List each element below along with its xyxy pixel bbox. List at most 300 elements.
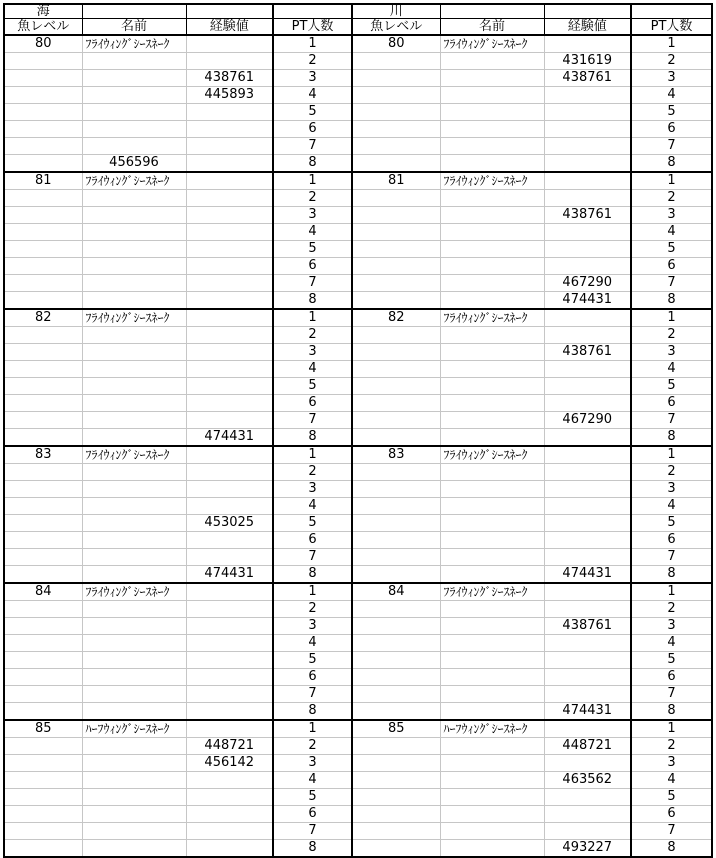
empty-header-cell — [273, 4, 352, 19]
empty-header-cell — [631, 4, 712, 19]
pt-cell: 1 — [631, 172, 712, 190]
exp-cell: 448721 — [186, 738, 273, 755]
level-cell — [4, 601, 82, 618]
exp-cell — [544, 172, 631, 190]
table-row — [4, 481, 712, 498]
exp-cell — [186, 720, 273, 738]
name-cell — [440, 429, 544, 447]
exp-cell — [186, 549, 273, 566]
level-cell — [4, 395, 82, 412]
name-cell — [82, 481, 186, 498]
level-cell — [352, 840, 440, 858]
level-cell — [352, 755, 440, 772]
level-cell — [352, 344, 440, 361]
name-cell — [440, 412, 544, 429]
party-column-header: PT人数 — [631, 19, 712, 36]
pt-cell: 2 — [273, 190, 352, 207]
exp-cell — [186, 224, 273, 241]
empty-header-cell — [82, 4, 186, 19]
exp-cell — [544, 481, 631, 498]
level-cell — [4, 481, 82, 498]
exp-cell: 438761 — [544, 207, 631, 224]
exp-cell — [544, 498, 631, 515]
table-row — [4, 703, 712, 721]
exp-cell — [186, 275, 273, 292]
party-column-header: PT人数 — [273, 19, 352, 36]
name-cell — [440, 292, 544, 310]
name-cell: ﾌﾗｲｳｨﾝｸﾞｼｰｽﾈｰｸ — [440, 35, 544, 53]
exp-cell — [544, 789, 631, 806]
level-cell — [352, 327, 440, 344]
level-cell — [4, 104, 82, 121]
name-cell — [440, 772, 544, 789]
level-cell — [4, 635, 82, 652]
exp-cell — [186, 464, 273, 481]
table-row — [4, 738, 712, 755]
pt-cell: 4 — [631, 87, 712, 104]
name-cell — [440, 327, 544, 344]
exp-cell — [186, 190, 273, 207]
table-row — [4, 583, 712, 601]
pt-cell: 3 — [273, 344, 352, 361]
exp-cell — [186, 309, 273, 327]
table-row — [4, 686, 712, 703]
level-cell — [352, 361, 440, 378]
name-cell — [82, 241, 186, 258]
pt-cell: 8 — [631, 566, 712, 584]
level-cell — [4, 258, 82, 275]
name-cell — [82, 412, 186, 429]
name-cell — [440, 515, 544, 532]
level-cell — [352, 515, 440, 532]
level-cell — [352, 635, 440, 652]
column-header-row — [4, 19, 712, 36]
exp-cell — [186, 121, 273, 138]
table-row — [4, 652, 712, 669]
empty-header-cell — [544, 4, 631, 19]
pt-cell: 1 — [631, 583, 712, 601]
pt-cell: 2 — [273, 53, 352, 70]
exp-cell — [186, 258, 273, 275]
exp-cell — [544, 652, 631, 669]
pt-cell: 4 — [273, 224, 352, 241]
level-cell — [4, 190, 82, 207]
name-cell: ﾌﾗｲｳｨﾝｸﾞｼｰｽﾈｰｸ — [440, 446, 544, 464]
name-cell — [440, 155, 544, 173]
exp-cell — [544, 806, 631, 823]
name-cell — [440, 498, 544, 515]
level-cell: 80 — [4, 35, 82, 53]
level-cell — [352, 481, 440, 498]
exp-cell — [186, 806, 273, 823]
pt-cell: 1 — [273, 720, 352, 738]
pt-cell: 5 — [631, 241, 712, 258]
exp-cell: 438761 — [544, 70, 631, 87]
exp-cell: 431619 — [544, 53, 631, 70]
name-cell — [82, 806, 186, 823]
name-cell — [82, 498, 186, 515]
pt-cell: 6 — [631, 395, 712, 412]
pt-cell: 1 — [273, 309, 352, 327]
name-cell — [440, 464, 544, 481]
name-column-header: 名前 — [82, 19, 186, 36]
table-row — [4, 344, 712, 361]
name-cell: ﾌﾗｲｳｨﾝｸﾞｼｰｽﾈｰｸ — [82, 172, 186, 190]
pt-cell: 4 — [273, 498, 352, 515]
level-cell — [4, 703, 82, 721]
exp-cell: 474431 — [544, 703, 631, 721]
level-cell: 84 — [352, 583, 440, 601]
pt-cell: 5 — [631, 789, 712, 806]
level-cell — [352, 104, 440, 121]
exp-cell — [544, 515, 631, 532]
name-cell — [82, 464, 186, 481]
exp-cell — [186, 669, 273, 686]
level-cell — [352, 138, 440, 155]
pt-cell: 5 — [631, 104, 712, 121]
name-cell: ﾌﾗｲｳｨﾝｸﾞｼｰｽﾈｰｸ — [82, 35, 186, 53]
level-cell — [352, 566, 440, 584]
level-cell — [4, 686, 82, 703]
level-cell — [352, 789, 440, 806]
pt-cell: 5 — [631, 515, 712, 532]
level-cell — [352, 669, 440, 686]
exp-cell: 463562 — [544, 772, 631, 789]
level-cell — [352, 241, 440, 258]
name-cell: ﾌﾗｲｳｨﾝｸﾞｼｰｽﾈｰｸ — [82, 583, 186, 601]
pt-cell: 5 — [273, 789, 352, 806]
name-cell — [440, 789, 544, 806]
pt-cell: 7 — [273, 275, 352, 292]
exp-cell — [544, 241, 631, 258]
pt-cell: 8 — [273, 292, 352, 310]
level-cell — [352, 190, 440, 207]
name-cell — [440, 532, 544, 549]
table-row — [4, 720, 712, 738]
exp-cell — [544, 309, 631, 327]
level-cell — [352, 823, 440, 840]
level-cell — [4, 515, 82, 532]
name-cell — [440, 823, 544, 840]
exp-cell — [186, 703, 273, 721]
pt-cell: 6 — [631, 806, 712, 823]
empty-header-cell — [186, 4, 273, 19]
name-cell — [440, 601, 544, 618]
exp-cell — [544, 378, 631, 395]
exp-cell — [186, 772, 273, 789]
level-cell — [4, 327, 82, 344]
pt-cell: 7 — [631, 823, 712, 840]
level-cell — [352, 53, 440, 70]
table-row — [4, 446, 712, 464]
pt-cell: 7 — [273, 412, 352, 429]
exp-cell — [186, 686, 273, 703]
pt-cell: 2 — [631, 190, 712, 207]
pt-cell: 7 — [631, 138, 712, 155]
sheet-title-cell: 川 — [352, 4, 440, 19]
level-cell — [4, 292, 82, 310]
pt-cell: 2 — [631, 601, 712, 618]
pt-cell: 7 — [273, 686, 352, 703]
exp-cell — [186, 601, 273, 618]
table-row — [4, 35, 712, 53]
pt-cell: 6 — [631, 669, 712, 686]
table-row — [4, 190, 712, 207]
name-cell — [82, 224, 186, 241]
table-row — [4, 395, 712, 412]
name-cell — [82, 429, 186, 447]
name-cell — [82, 652, 186, 669]
level-cell — [4, 618, 82, 635]
name-cell: ﾌﾗｲｳｨﾝｸﾞｼｰｽﾈｰｸ — [440, 172, 544, 190]
pt-cell: 2 — [631, 327, 712, 344]
pt-cell: 7 — [273, 549, 352, 566]
table-row — [4, 601, 712, 618]
name-cell — [82, 292, 186, 310]
table-row — [4, 549, 712, 566]
pt-cell: 4 — [273, 635, 352, 652]
level-cell — [352, 601, 440, 618]
pt-cell: 4 — [631, 361, 712, 378]
fishing-exp-sheet — [3, 3, 713, 858]
exp-cell — [186, 344, 273, 361]
name-cell — [440, 652, 544, 669]
name-cell — [82, 327, 186, 344]
pt-cell: 8 — [273, 566, 352, 584]
level-cell — [352, 652, 440, 669]
table-row — [4, 258, 712, 275]
exp-cell: 448721 — [544, 738, 631, 755]
exp-cell — [544, 532, 631, 549]
exp-cell — [186, 104, 273, 121]
name-cell — [440, 104, 544, 121]
level-cell — [352, 703, 440, 721]
pt-cell: 2 — [631, 464, 712, 481]
pt-cell: 3 — [273, 207, 352, 224]
exp-cell — [544, 361, 631, 378]
table-row — [4, 70, 712, 87]
name-cell — [82, 190, 186, 207]
pt-cell: 2 — [273, 464, 352, 481]
name-column-header: 名前 — [440, 19, 544, 36]
pt-cell: 7 — [273, 138, 352, 155]
pt-cell: 7 — [631, 275, 712, 292]
exp-cell — [544, 669, 631, 686]
pt-cell: 2 — [631, 53, 712, 70]
table-row — [4, 241, 712, 258]
exp-cell — [186, 155, 273, 173]
level-cell: 80 — [352, 35, 440, 53]
pt-cell: 1 — [631, 309, 712, 327]
pt-cell: 8 — [631, 429, 712, 447]
level-cell — [4, 138, 82, 155]
level-cell — [352, 395, 440, 412]
name-cell: 456596 — [82, 155, 186, 173]
table-row — [4, 498, 712, 515]
table-row — [4, 87, 712, 104]
level-cell — [352, 498, 440, 515]
level-cell — [352, 155, 440, 173]
pt-cell: 8 — [273, 840, 352, 858]
name-cell — [440, 635, 544, 652]
level-cell — [352, 224, 440, 241]
pt-cell: 3 — [273, 618, 352, 635]
name-cell — [82, 601, 186, 618]
name-cell — [82, 395, 186, 412]
level-cell — [352, 686, 440, 703]
pt-cell: 3 — [273, 755, 352, 772]
exp-column-header: 経験値 — [544, 19, 631, 36]
level-cell — [352, 121, 440, 138]
exp-cell — [544, 635, 631, 652]
name-cell — [82, 738, 186, 755]
pt-cell: 5 — [273, 515, 352, 532]
pt-cell: 6 — [631, 532, 712, 549]
table-row — [4, 515, 712, 532]
name-cell — [82, 87, 186, 104]
level-cell — [352, 464, 440, 481]
level-cell: 82 — [352, 309, 440, 327]
exp-cell — [186, 789, 273, 806]
pt-cell: 4 — [631, 498, 712, 515]
name-cell — [440, 87, 544, 104]
name-cell — [82, 686, 186, 703]
pt-cell: 8 — [631, 703, 712, 721]
table-row — [4, 806, 712, 823]
name-cell — [82, 207, 186, 224]
pt-cell: 5 — [631, 378, 712, 395]
table-row — [4, 275, 712, 292]
level-cell — [4, 155, 82, 173]
exp-cell: 445893 — [186, 87, 273, 104]
pt-cell: 1 — [631, 35, 712, 53]
table-row — [4, 53, 712, 70]
table-row — [4, 207, 712, 224]
table-row — [4, 840, 712, 858]
exp-cell — [544, 190, 631, 207]
pt-cell: 4 — [273, 361, 352, 378]
name-cell — [82, 789, 186, 806]
name-cell — [82, 840, 186, 858]
level-cell: 84 — [4, 583, 82, 601]
exp-cell — [544, 686, 631, 703]
pt-cell: 3 — [631, 618, 712, 635]
level-cell — [4, 789, 82, 806]
exp-cell — [186, 138, 273, 155]
level-cell — [4, 275, 82, 292]
exp-cell — [544, 755, 631, 772]
pt-cell: 3 — [631, 70, 712, 87]
name-cell — [82, 755, 186, 772]
exp-cell: 474431 — [544, 292, 631, 310]
table-row — [4, 138, 712, 155]
level-column-header: 魚レベル — [4, 19, 82, 36]
level-cell — [4, 652, 82, 669]
name-cell — [440, 207, 544, 224]
exp-cell — [186, 446, 273, 464]
name-cell: ﾊｰﾌｳｨﾝｸﾞｼｰｽﾈｰｸ — [82, 720, 186, 738]
exp-cell: 493227 — [544, 840, 631, 858]
level-cell — [352, 806, 440, 823]
name-cell — [440, 395, 544, 412]
name-cell — [440, 70, 544, 87]
table-row — [4, 823, 712, 840]
exp-cell — [544, 429, 631, 447]
pt-cell: 3 — [631, 207, 712, 224]
exp-cell — [544, 583, 631, 601]
table-row — [4, 669, 712, 686]
exp-cell: 474431 — [186, 429, 273, 447]
table-row — [4, 155, 712, 173]
name-cell — [440, 566, 544, 584]
level-cell — [4, 755, 82, 772]
sheet-title-cell: 海 — [4, 4, 82, 19]
name-cell — [82, 344, 186, 361]
level-cell: 81 — [352, 172, 440, 190]
pt-cell: 2 — [273, 327, 352, 344]
exp-cell — [544, 138, 631, 155]
pt-cell: 8 — [273, 429, 352, 447]
name-cell — [82, 275, 186, 292]
name-cell — [440, 190, 544, 207]
name-cell — [440, 686, 544, 703]
table-row — [4, 292, 712, 310]
pt-cell: 2 — [631, 738, 712, 755]
pt-cell: 4 — [631, 635, 712, 652]
level-cell — [352, 258, 440, 275]
exp-cell — [544, 87, 631, 104]
level-cell — [4, 70, 82, 87]
name-cell — [440, 738, 544, 755]
level-cell — [352, 292, 440, 310]
pt-cell: 6 — [273, 806, 352, 823]
level-cell — [352, 738, 440, 755]
name-cell — [82, 121, 186, 138]
table-row — [4, 635, 712, 652]
name-cell — [82, 138, 186, 155]
exp-cell — [186, 635, 273, 652]
level-cell: 83 — [4, 446, 82, 464]
level-cell — [4, 361, 82, 378]
name-cell: ﾌﾗｲｳｨﾝｸﾞｼｰｽﾈｰｸ — [440, 583, 544, 601]
pt-cell: 5 — [273, 241, 352, 258]
name-cell — [82, 618, 186, 635]
exp-cell — [186, 618, 273, 635]
level-cell — [4, 344, 82, 361]
level-cell — [4, 738, 82, 755]
exp-cell: 438761 — [544, 618, 631, 635]
exp-cell — [186, 35, 273, 53]
pt-cell: 2 — [273, 601, 352, 618]
table-row — [4, 224, 712, 241]
table-row — [4, 772, 712, 789]
pt-cell: 4 — [273, 87, 352, 104]
table-row — [4, 309, 712, 327]
level-cell — [4, 412, 82, 429]
level-cell — [352, 549, 440, 566]
name-cell — [440, 549, 544, 566]
level-cell — [352, 70, 440, 87]
exp-cell — [544, 823, 631, 840]
exp-cell — [544, 258, 631, 275]
level-cell — [4, 840, 82, 858]
name-cell — [82, 823, 186, 840]
exp-cell — [186, 378, 273, 395]
exp-cell: 467290 — [544, 275, 631, 292]
pt-cell: 5 — [631, 652, 712, 669]
name-cell — [82, 566, 186, 584]
exp-cell — [186, 395, 273, 412]
